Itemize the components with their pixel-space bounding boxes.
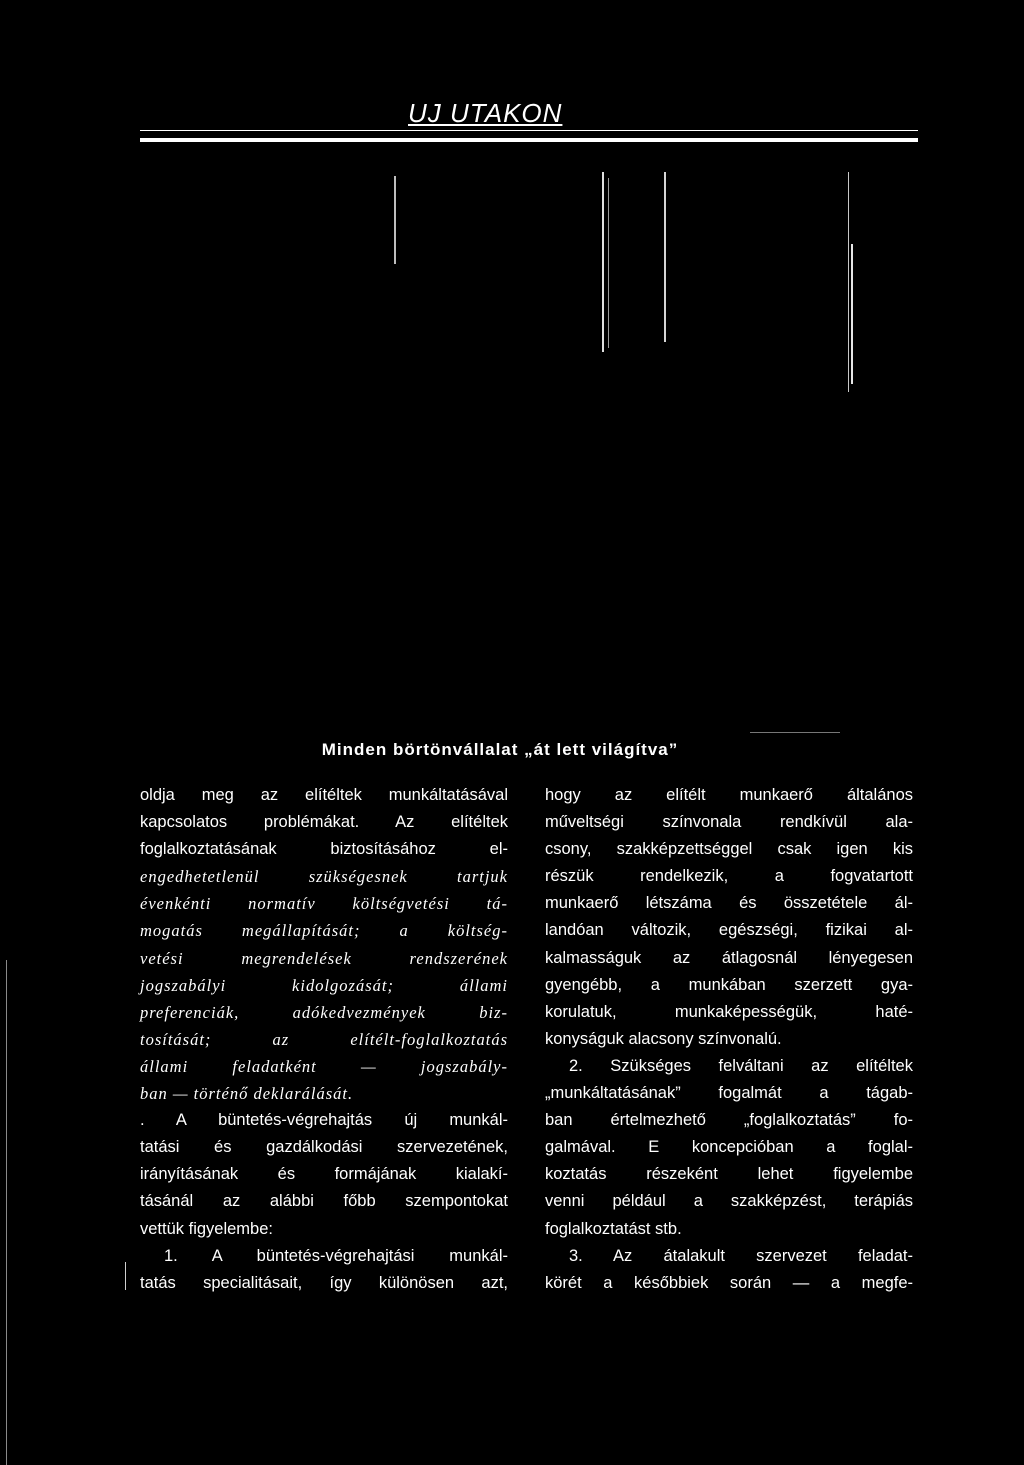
- margin-mark: [125, 1262, 126, 1290]
- text-line: tatás specialitásait, így különösen azt,: [140, 1273, 508, 1292]
- text-line: vetési megrendelések rendszerének: [140, 948, 508, 968]
- text-line: jogszabályi kidolgozását; állami: [140, 975, 508, 995]
- text-line: tosítását; az elítélt-foglalkoztatás: [140, 1029, 508, 1049]
- text-line: galmával. E koncepcióban a foglal-: [545, 1138, 913, 1157]
- left-column: [140, 782, 508, 1297]
- text-line: ban — történő deklarálását.: [140, 1084, 354, 1104]
- photo-light-streak: [664, 172, 666, 342]
- text-line: kapcsolatos problémákat. Az elítéltek: [140, 813, 508, 832]
- text-line: körét a későbbiek során — a megfe-: [545, 1273, 913, 1292]
- text-line: 1. A büntetés-végrehajtási munkál-: [164, 1246, 508, 1265]
- text-line: vettük figyelembe:: [140, 1219, 273, 1238]
- photo-light-streak: [608, 178, 609, 348]
- text-line: landóan változik, egészségi, fizikai al-: [545, 921, 913, 940]
- text-line: munkaerő létszáma és összetétele ál-: [545, 894, 913, 913]
- text-line: engedhetetlenül szükségesnek tartjuk: [140, 867, 508, 887]
- text-line: koztatás részeként lehet figyelembe: [545, 1165, 913, 1184]
- text-line: konyságuk alacsony színvonalú.: [545, 1029, 782, 1048]
- text-line: mogatás megállapítását; a költség-: [140, 921, 508, 941]
- text-line: tatási és gazdálkodási szervezetének,: [140, 1138, 508, 1157]
- header-rule-thin: [140, 130, 918, 131]
- photo-light-streak: [851, 244, 853, 384]
- photo-light-streak: [602, 172, 604, 352]
- text-line: 3. Az átalakult szervezet feladat-: [569, 1246, 913, 1265]
- text-line: részük rendelkezik, a fogvatartott: [545, 867, 913, 886]
- right-column: [545, 782, 913, 1297]
- text-line: korulatuk, munkaképességük, haté-: [545, 1002, 913, 1021]
- text-line: „munkáltatásának” fogalmát a tágab-: [545, 1084, 913, 1103]
- photo-light-streak: [848, 172, 849, 392]
- dark-photo: [140, 148, 918, 738]
- text-line: tásánál az alábbi főbb szempontokat: [140, 1192, 508, 1211]
- text-line: irányításának és formájának kialakí-: [140, 1165, 508, 1184]
- text-line: gyengébb, a munkában szerzett gya-: [545, 975, 913, 994]
- header-rule-thick: [140, 138, 918, 142]
- text-line: . A büntetés-végrehajtás új munkál-: [140, 1111, 508, 1130]
- text-line: évenkénti normatív költségvetési tá-: [140, 894, 508, 914]
- text-line: venni például a szakképzést, terápiás: [545, 1192, 913, 1211]
- photo-light-streak: [394, 176, 396, 264]
- text-line: oldja meg az elítéltek munkáltatásával: [140, 786, 508, 804]
- scan-edge-line: [6, 960, 7, 1465]
- text-line: csony, szakképzettséggel csak igen kis: [545, 840, 913, 859]
- text-line: ban értelmezhető „foglalkoztatás” fo-: [545, 1111, 913, 1130]
- text-line: állami feladatként — jogszabály-: [140, 1056, 508, 1076]
- text-line: kalmasságuk az átlagosnál lényegesen: [545, 948, 913, 967]
- photo-caption: Minden börtönvállalat „át lett világítva”: [321, 740, 679, 759]
- text-line: műveltségi színvonala rendkívül ala-: [545, 813, 913, 832]
- photo-bottom-streak: [750, 732, 840, 733]
- section-title: UJ UTAKON: [408, 98, 563, 128]
- text-line: foglalkoztatásának biztosításához el-: [140, 840, 508, 859]
- text-line: preferenciák, adókedvezmények biz-: [140, 1002, 508, 1022]
- text-line: foglalkoztatást stb.: [545, 1219, 682, 1238]
- text-line: hogy az elítélt munkaerő általános: [545, 786, 913, 804]
- text-line: 2. Szükséges felváltani az elítéltek: [569, 1056, 913, 1075]
